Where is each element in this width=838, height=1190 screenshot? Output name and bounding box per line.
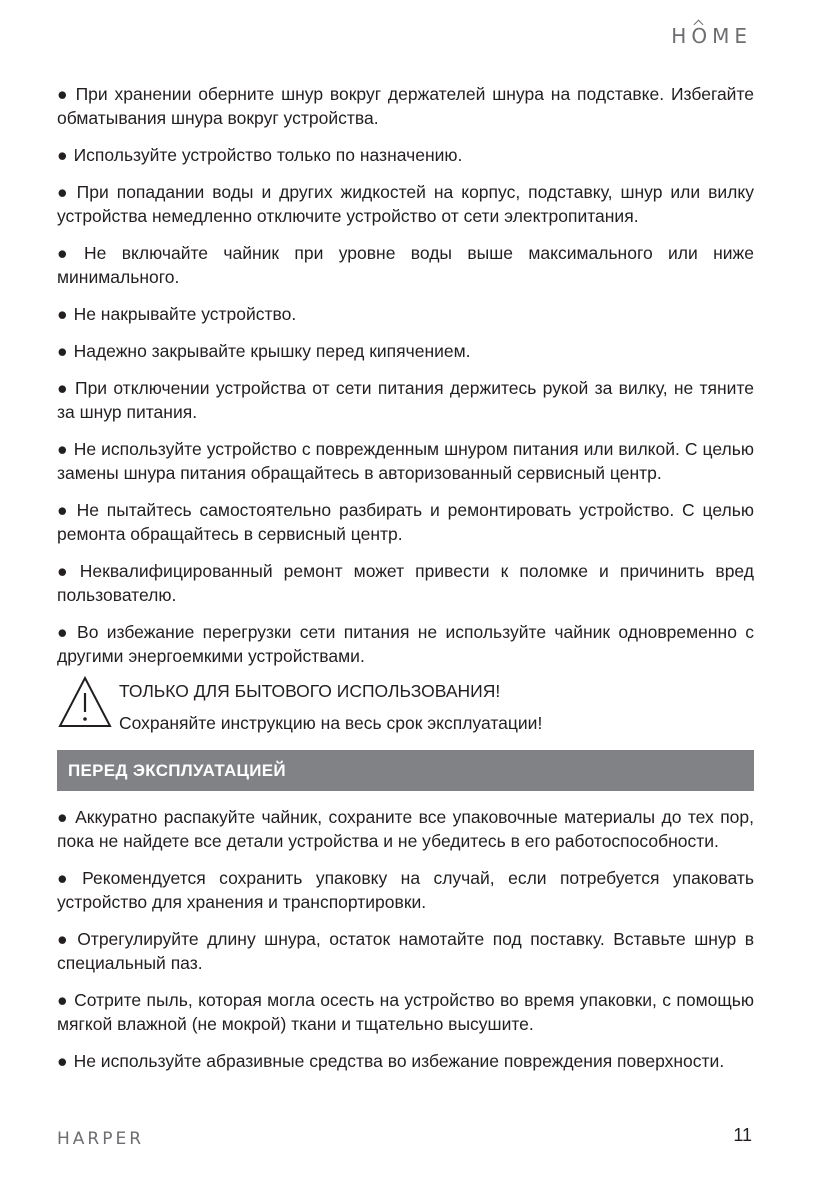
list-item-text: Не пытайтесь самостоятельно разбирать и ремонтировать устройство. С целью ремонта обращайтесь в сервисный центр. — [57, 500, 754, 544]
bullet-icon: ● — [57, 500, 71, 520]
list-item-text: Не используйте абразивные средства во избежание повреждения поверхности. — [73, 1051, 725, 1071]
bullet-icon: ● — [57, 807, 70, 827]
logo-letter-h: H — [671, 24, 692, 48]
bullet-icon: ● — [57, 182, 71, 202]
list-item — [57, 1049, 754, 1073]
list-item — [57, 927, 754, 975]
list-item-text: Надежно закрывайте крышку перед кипячением. — [73, 341, 471, 361]
household-use-warning — [57, 673, 754, 731]
list-item-text: Рекомендуется сохранить упаковку на случай, если потребуется упаковать устройство для хранения и транспортировки. — [57, 868, 754, 912]
list-item-text: Сотрите пыль, которая могла осесть на устройство во время упаковки, с помощью мягкой влажной (не мокрой) ткани и тщательно высушите. — [57, 990, 754, 1034]
list-item-text: При отключении устройства от сети питания держитесь рукой за вилку, не тяните за шнур питания. — [57, 378, 755, 422]
list-item-text: При попадании воды и других жидкостей на корпус, подставку, шнур или вилку устройства немедленно отключите устройство от сети электропитания. — [57, 182, 754, 226]
list-item-text: Во избежание перегрузки сети питания не используйте чайник одновременно с другими энергоемкими устройствами. — [57, 622, 754, 666]
list-item — [57, 82, 754, 130]
bullet-icon: ● — [57, 868, 77, 888]
list-item-text: Не накрывайте устройство. — [73, 304, 297, 324]
list-item — [57, 805, 754, 853]
list-item-text: При хранении оберните шнур вокруг держателей шнура на подставке. Избегайте обматывания шнура вокруг устройства. — [57, 84, 755, 128]
bullet-icon: ● — [57, 243, 79, 263]
home-logo — [671, 24, 752, 48]
list-item — [57, 376, 754, 424]
list-item-text: Отрегулируйте длину шнура, остаток намотайте под поставку. Вставьте шнур в специальный паз. — [57, 929, 754, 973]
list-item — [57, 339, 754, 363]
warning-triangle-icon — [57, 675, 113, 729]
safety-list-top — [57, 82, 754, 681]
bullet-icon: ● — [57, 378, 69, 398]
list-item-text: Используйте устройство только по назначению. — [73, 145, 463, 165]
list-item — [57, 302, 754, 326]
list-item-text: Не используйте устройство с поврежденным шнуром питания или вилкой. С целью замены шнура питания обращайтесь в авторизованный сервисный центр. — [57, 439, 754, 483]
bullet-icon: ● — [57, 561, 74, 581]
section-header — [57, 750, 754, 791]
bullet-icon: ● — [57, 929, 72, 949]
list-item — [57, 241, 754, 289]
warning-text: Сохраняйте инструкцию на весь срок эксплуатации! — [119, 713, 543, 733]
bullet-icon: ● — [57, 84, 70, 104]
warning-title: ТОЛЬКО ДЛЯ БЫТОВОГО ИСПОЛЬЗОВАНИЯ! — [119, 681, 501, 701]
brand-logo: HARPER — [57, 1129, 145, 1149]
bullet-icon: ● — [57, 622, 72, 642]
list-item — [57, 620, 754, 668]
list-item — [57, 437, 754, 485]
section-title: ПЕРЕД ЭКСПЛУАТАЦИЕЙ — [68, 761, 286, 780]
list-item — [57, 559, 754, 607]
preparation-list — [57, 805, 754, 1086]
list-item — [57, 988, 754, 1036]
list-item — [57, 143, 754, 167]
bullet-icon: ● — [57, 1051, 68, 1071]
logo-letter-o: O — [691, 24, 713, 48]
list-item — [57, 180, 754, 228]
list-item-text: Аккуратно распакуйте чайник, сохраните все упаковочные материалы до тех пор, пока не найдете все детали устройства и не убедитесь в его работоспособности. — [57, 807, 754, 851]
bullet-icon: ● — [57, 439, 68, 459]
bullet-icon: ● — [57, 304, 68, 324]
list-item-text: Не включайте чайник при уровне воды выше максимального или ниже минимального. — [57, 243, 754, 287]
list-item — [57, 498, 754, 546]
page-number: 11 — [733, 1125, 752, 1145]
bullet-icon: ● — [57, 145, 68, 165]
logo-letters-me: ME — [712, 24, 752, 48]
list-item-text: Неквалифицированный ремонт может привести к поломке и причинить вред пользователю. — [57, 561, 754, 605]
list-item — [57, 866, 754, 914]
bullet-icon: ● — [57, 990, 69, 1010]
bullet-icon: ● — [57, 341, 68, 361]
